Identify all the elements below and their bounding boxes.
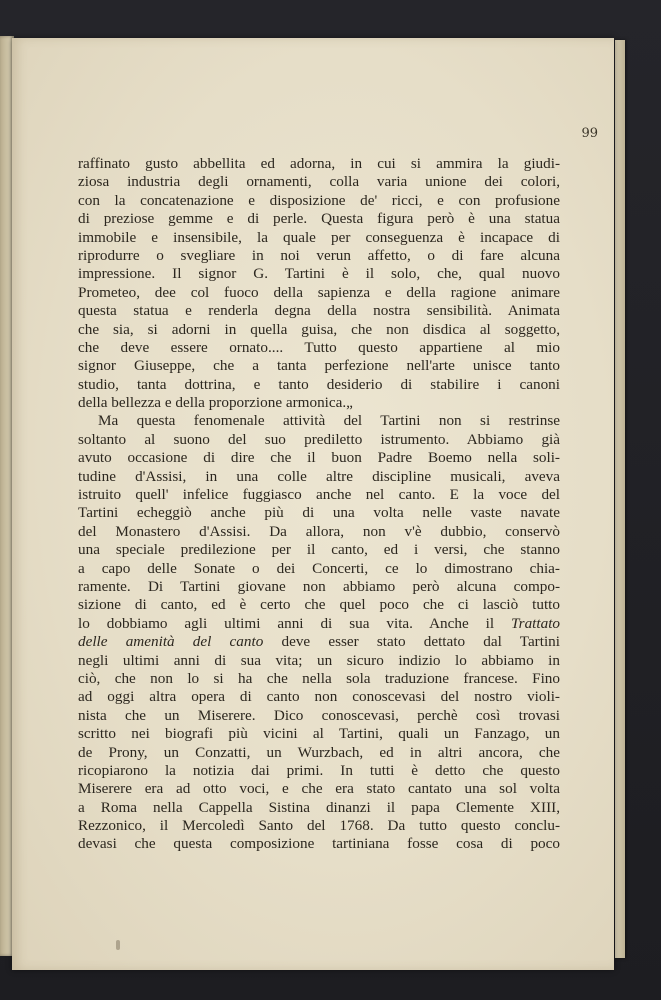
body-text	[78, 155, 560, 854]
text-line: devasi che questa composizione tartiniana fosse cosa di poco	[78, 835, 560, 853]
text-line: negli ultimi anni di sua vita; un sicuro indizio lo abbiamo in	[78, 651, 560, 669]
text-line-with-title	[78, 615, 560, 633]
page-number: 99	[581, 126, 598, 141]
text-line: che deve essere ornato.... Tutto questo appartiene al mio	[78, 338, 560, 356]
text-line-with-title	[78, 633, 560, 651]
text-line: istruito quell' infelice fuggiasco anche nel canto. E la voce del	[78, 486, 560, 504]
text-line: che sia, si adorni in quella guisa, che non disdica al soggetto,	[78, 320, 560, 338]
text-line: di preziose gemme e di perle. Questa figura però è una statua	[78, 210, 560, 228]
paragraph-end-line: della bellezza e della proporzione armonica.„	[78, 394, 353, 412]
text-line: scritto nei biografi più vicini al Tartini, quali un Fanzago, un	[78, 725, 560, 743]
text-line: soltanto al suono del suo prediletto istrumento. Abbiamo già	[78, 430, 560, 448]
text-line: Tartini echeggiò anche più di una volta nelle vaste navate	[78, 504, 560, 522]
text-line: tudine d'Assisi, in una colle altre discipline musicali, aveva	[78, 467, 560, 485]
paragraph-start-line: Ma questa fenomenale attività del Tartini non si restrinse	[98, 412, 560, 430]
text-line: a Roma nella Cappella Sistina dinanzi il papa Clemente XIII,	[78, 798, 560, 816]
text-line: ramente. Di Tartini giovane non abbiamo però alcuna compo-	[78, 577, 560, 595]
text-line: Miserere era ad otto voci, e che era stato cantato una sol volta	[78, 780, 560, 798]
text-line: ciò, che non lo si ha che nella sola traduzione francese. Fino	[78, 669, 560, 687]
text-line: con la concatenazione e disposizione de' ricci, e con profusione	[78, 191, 560, 209]
italic-title-start: Trattato	[511, 614, 560, 632]
text-line: raffinato gusto abbellita ed adorna, in cui si ammira la giudi-	[78, 155, 560, 172]
text-line: ricopiarono la notizia dai primi. In tutti è detto che questo	[78, 761, 560, 779]
text-line: avuto occasione di dire che il buon Padre Boemo nella soli-	[78, 449, 560, 467]
text-line: signor Giuseppe, che a tanta perfezione nell'arte unisce tanto	[78, 357, 560, 375]
text-line: de Prony, un Conzatti, un Wurzbach, ed in altri ancora, che	[78, 743, 560, 761]
text-line: ad oggi altra opera di canto non conoscevasi del nostro violi-	[78, 688, 560, 706]
text-line: immobile e insensibile, la quale per conseguenza è incapace di	[78, 228, 560, 246]
text-line: Prometeo, dee col fuoco della sapienza e della ragione animare	[78, 283, 560, 301]
book-page	[12, 38, 614, 970]
ink-mark	[116, 940, 120, 950]
text-segment: deve esser stato dettato dal Tartini	[281, 633, 560, 651]
text-line: sizione di canto, ed è certo che quel poco che ci lasciò tutto	[78, 596, 560, 614]
text-line: riprodurre o svegliare in noi verun affetto, o di fare alcuna	[78, 246, 560, 264]
page-stack-edge	[615, 40, 625, 958]
text-line: del Monastero d'Assisi. Da allora, non v'è dubbio, conservò	[78, 522, 560, 540]
text-line: impressione. Il signor G. Tartini è il solo, che, qual nuovo	[78, 265, 560, 283]
text-line: questa statua e renderla degna della nostra sensibilità. Animata	[78, 302, 560, 320]
text-line: a capo delle Sonate o dei Concerti, ce lo dimostrano chia-	[78, 559, 560, 577]
text-line: Rezzonico, il Mercoledì Santo del 1768. Da tutto questo conclu-	[78, 817, 560, 835]
text-segment: lo dobbiamo agli ultimi anni di sua vita. Anche il	[78, 614, 495, 632]
text-line: una speciale predilezione per il canto, ed i versi, che stanno	[78, 541, 560, 559]
text-line: ziosa industria degli ornamenti, colla varia unione dei colori,	[78, 173, 560, 191]
text-line: nista che un Miserere. Dico conoscevasi, perchè così trovasi	[78, 706, 560, 724]
text-line: studio, tanta dottrina, e tanto desiderio di stabilire i canoni	[78, 375, 560, 393]
italic-title-end: delle amenità del canto	[78, 633, 264, 651]
